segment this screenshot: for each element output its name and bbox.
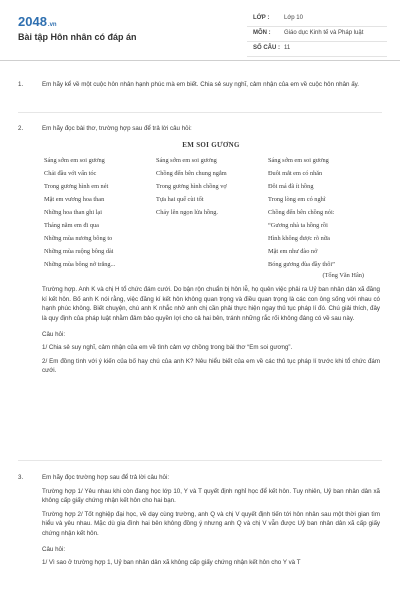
page-header [0,0,400,61]
poem-line: Đuôi mắt em có nhăn [268,170,323,178]
question-text: Em hãy kể về một cuộc hôn nhân hạnh phúc mà em biết. Chia sẻ suy nghĩ, cảm nhận của em về cuộc hôn nhân ấy. [42,81,360,88]
poem-line: Trong gương hình em nét [44,183,109,191]
poem-line: Chồng đến bên chồng nói: [268,209,335,217]
poem-line: Hình không được rõ nữa [268,235,330,243]
poem-title: EM SOI GƯƠNG [182,140,240,149]
meta-value: 11 [284,45,291,51]
divider [18,460,382,461]
poem-column-2 [156,154,268,271]
questions-label: Câu hỏi: [42,330,66,338]
poem-line: Những mùa nương bông to [44,235,113,243]
questions-label: Câu hỏi: [42,545,66,553]
poem-column-1 [44,154,156,271]
question-1 [18,80,380,90]
poem-line: Trong lòng em có nghĩ [268,196,326,204]
poem-line: Những hoa than ghi lại [44,209,102,217]
poem-line: Sáng sớm em soi gương [44,157,105,165]
poem-line: Mặt em như đào nở [268,248,318,256]
poem-line: Sáng sớm em soi gương [268,157,329,165]
case-text: Trường hợp 2/ Tốt nghiệp đại học, về dạy cùng trường, anh Q và chị V quyết định tiến tới hôn nhân sau một thời gian tìm hiểu và yêu nhau. Mặc dù gia đình hai bên không đồng ý nhưng anh Q và chị V vẫn được Uỷ ban nhân dân xã cấp giấy chứng nhận kết hôn. [42,510,380,538]
meta-key: MÔN : [253,30,271,36]
poem-line: Chồng đến bên chung ngắm [156,170,227,178]
document-meta [247,12,387,57]
meta-value: Giáo dục Kinh tế và Pháp luật [284,30,364,36]
poem-line: Trong gương hình chồng vợ [156,183,227,191]
poem-line: Tựa hai quế cùi tốt [156,196,204,204]
meta-row-count [247,42,387,57]
poem-line: Mặt em vương hoa than [44,196,105,204]
question-intro: Em hãy đọc bài thơ, trường hợp sau để trả lời câu hỏi: [42,125,192,132]
question-number: 3. [18,474,24,481]
meta-key: SỐ CÂU : [253,45,280,51]
brand-logo[interactable] [18,14,57,29]
poem-author: (Tống Văn Hân) [322,272,364,280]
meta-key: LỚP : [253,15,270,21]
sub-question: 1/ Chia sẻ suy nghĩ, cảm nhận của em về tình cảm vợ chồng trong bài thơ “Em soi gương”. [42,344,293,352]
document-title: Bài tập Hôn nhân có đáp án [18,32,137,42]
poem-line: Chải đầu với vấn tóc [44,170,97,178]
poem-line: Sáng sớm em soi gương [156,157,217,165]
poem-line: Chảy lên ngọn lửa hồng. [156,209,219,217]
brand-name: 2048 [18,14,47,29]
sub-question: 1/ Vì sao ở trường hợp 1, Uỷ ban nhân dân xã không cấp giấy chứng nhận kết hôn cho Y và T [42,559,301,567]
poem-line: Những mùa bông nở trắng... [44,261,116,269]
meta-value: Lớp 10 [284,15,303,21]
poem-line: Bóng gương đùa đầy thôi” [268,261,335,269]
case-text: Trường hợp 1/ Yêu nhau khi còn đang học lớp 10, Y và T quyết định nghỉ học để kết hôn. Tuy nhiên, Uỷ ban nhân dân xã không cấp giấy chứng nhận kết hôn cho hai bạn. [42,487,380,505]
question-intro: Em hãy đọc trường hợp sau để trả lời câu hỏi: [42,474,170,481]
sub-question: 2/ Em đồng tình với ý kiến của bố hay chú của anh K? Nêu hiểu biết của em về các thủ tục pháp lí trước khi tổ chức đám cưới. [42,357,380,375]
poem-line: Tháng năm em đi qua [44,222,99,230]
poem [42,154,380,271]
poem-line: Những mùa ruộng bông dài [44,248,114,256]
divider [18,112,382,113]
question-2 [18,124,380,380]
poem-line: “Gương nhà ta hồng rồi [268,222,328,230]
question-number: 2. [18,125,24,132]
brand-suffix: .vn [47,22,57,28]
case-text: Trường hợp. Anh K và chị H tổ chức đám cưới. Do bận rộn chuẩn bị hôn lễ, họ quên việc phải ra Uỷ ban nhân dân xã đăng kí kết hôn. Bố anh K nói rằng, việc đăng kí kết hôn không quan trọng và điều quan trọng là các con ông sống với nhau có hạnh phúc không. Biết chuyện, chú anh K nhắc nhở anh chị cần phải thực hiện ngay thủ tục pháp lí đó. Chú giải thích, đây là quy định của pháp luật nhằm đảm bảo quyền lợi cho cả hai bên, tránh những rắc rối không đáng có về sau này. [42,286,380,323]
poem-line: Đôi má đã ít hồng [268,183,314,191]
question-number: 1. [18,81,24,88]
poem-column-3 [268,154,380,271]
meta-row-grade [247,12,387,27]
question-3 [18,473,380,572]
meta-row-subject [247,27,387,42]
